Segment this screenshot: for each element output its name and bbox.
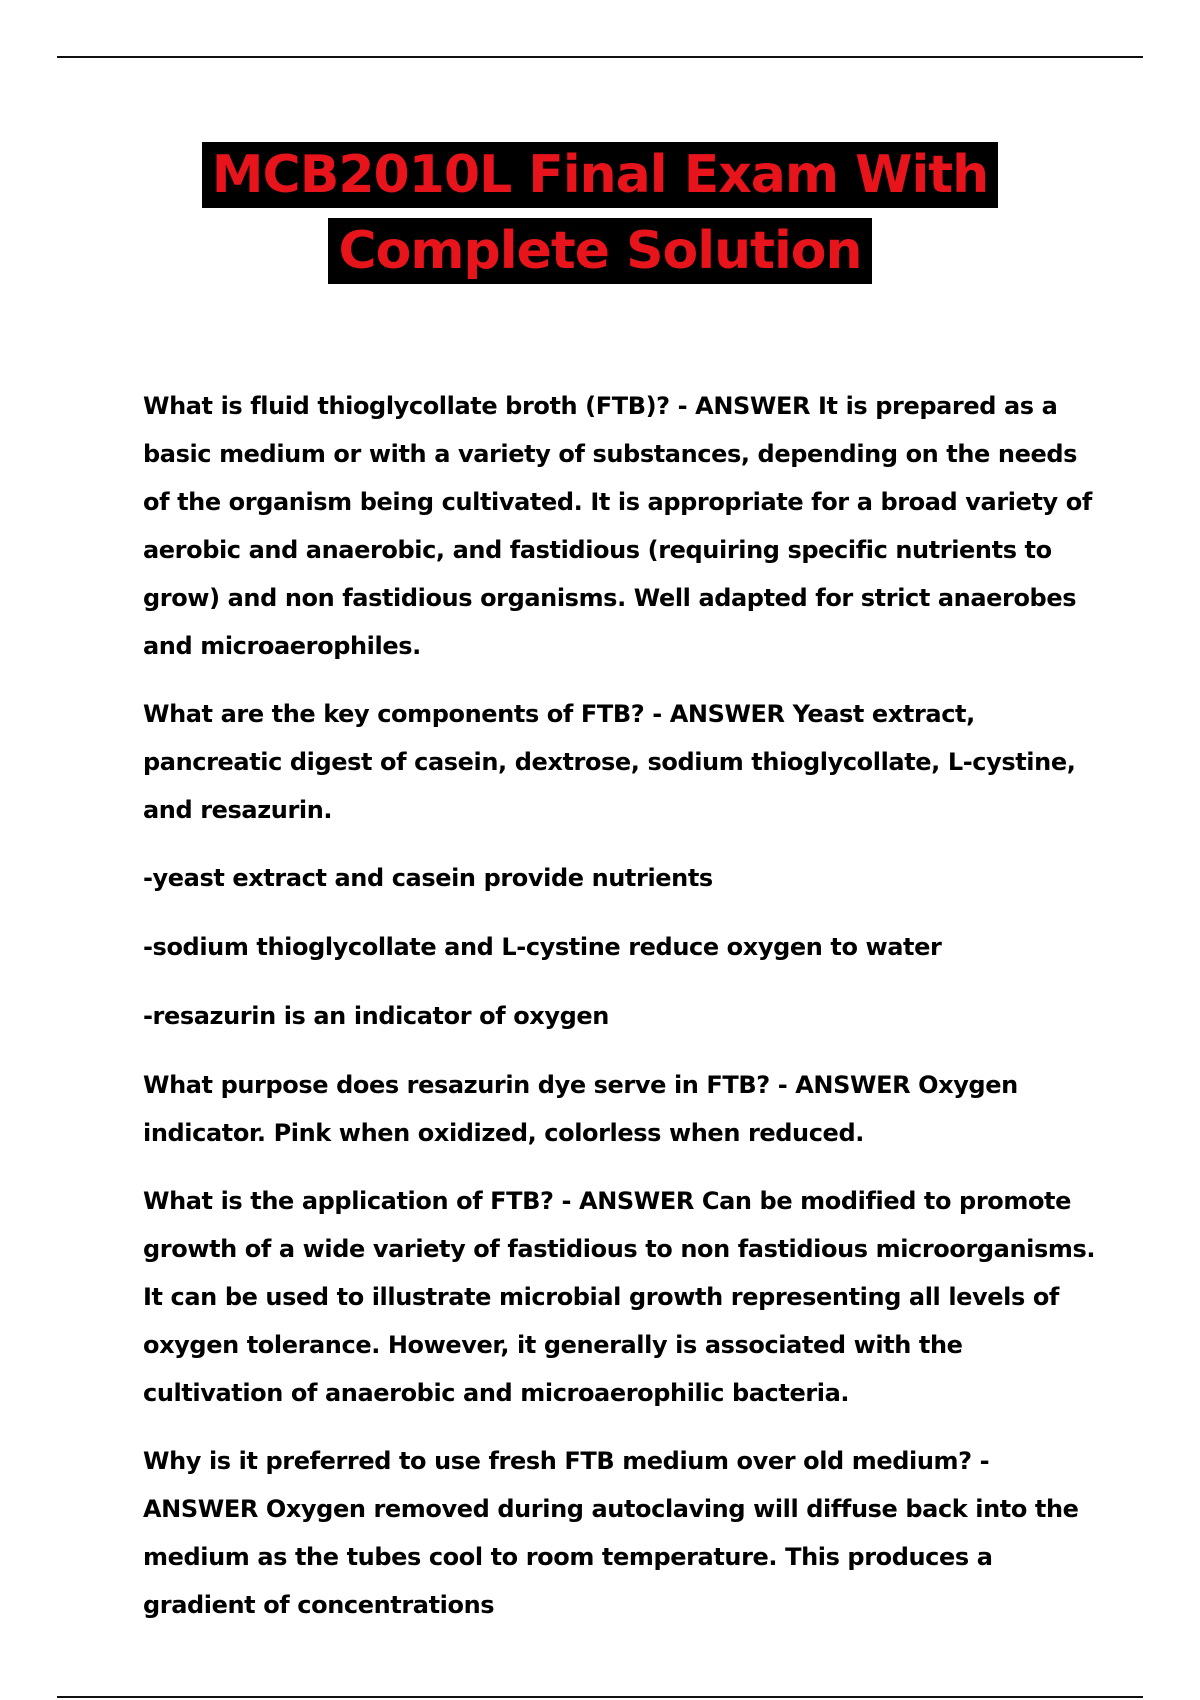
title-line-2: Complete Solution xyxy=(328,218,871,284)
component-note-indicator: -resazurin is an indicator of oxygen xyxy=(143,1002,609,1030)
title-line-1: MCB2010L Final Exam With xyxy=(202,142,998,208)
footer-rule xyxy=(57,1696,1143,1698)
qa-key-components: What are the key components of FTB? - ANSWER Yeast extract, pancreatic digest of casein, dextrose, sodium thioglycollate, L-cystine, and resazurin. xyxy=(143,700,1076,824)
qa-fresh-medium: Why is it preferred to use fresh FTB medium over old medium? - ANSWER Oxygen removed during autoclaving will diffuse back into the medium as the tubes cool to room temperature. This produces a gradient of concentrations xyxy=(143,1447,1079,1619)
qa-resazurin-purpose: What purpose does resazurin dye serve in FTB? - ANSWER Oxygen indicator. Pink when oxidized, colorless when reduced. xyxy=(143,1071,1018,1147)
document-title xyxy=(0,142,1200,284)
component-note-reducing-agents: -sodium thioglycollate and L-cystine reduce oxygen to water xyxy=(143,933,942,961)
component-note-nutrients: -yeast extract and casein provide nutrients xyxy=(143,864,713,892)
document-body xyxy=(143,382,1103,1649)
qa-application: What is the application of FTB? - ANSWER Can be modified to promote growth of a wide variety of fastidious to non fastidious microorganisms. It can be used to illustrate microbial growth representing all levels of oxygen tolerance. However, it generally is associated with the cultivation of anaerobic and microaerophilic bacteria. xyxy=(143,1187,1096,1407)
qa-fluid-thioglycollate-broth: What is fluid thioglycollate broth (FTB)? - ANSWER It is prepared as a basic medium or with a variety of substances, depending on the needs of the organism being cultivated. It is appropriate for a broad variety of aerobic and anaerobic, and fastidious (requiring specific nutrients to grow) and non fastidious organisms. Well adapted for strict anaerobes and microaerophiles. xyxy=(143,392,1092,660)
header-rule xyxy=(57,56,1143,58)
